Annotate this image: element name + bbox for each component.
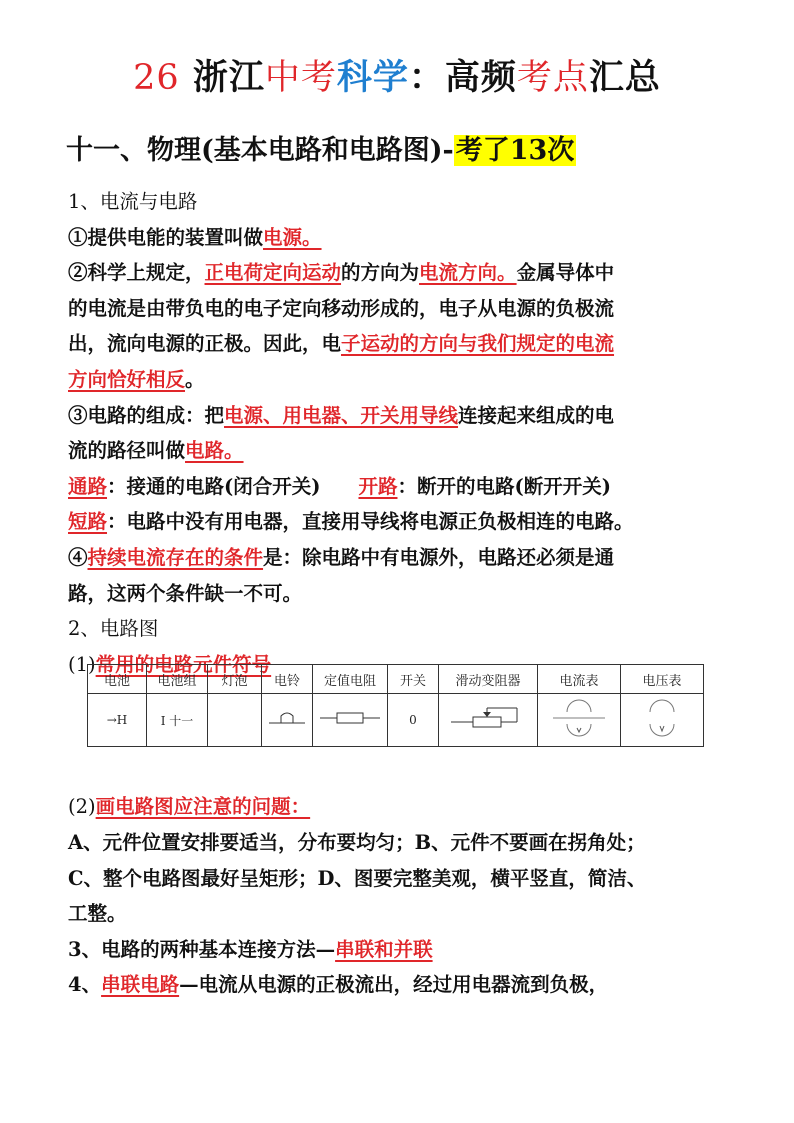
header-resistor: 定值电阻 xyxy=(313,665,388,694)
ammeter-icon xyxy=(549,698,609,738)
header-battery: 电池 xyxy=(88,665,147,694)
bulb-symbol-cell xyxy=(208,694,262,747)
paragraph-circuit-composition: ③电路的组成：把电源、用电器、开关用导线连接起来组成的电 xyxy=(68,403,615,427)
paragraph-current-direction: ②科学上规定，正电荷定向运动的方向为电流方向。金属导体中 xyxy=(68,261,615,285)
resistor-symbol-cell xyxy=(313,694,388,747)
battery-symbol: →H xyxy=(88,694,147,747)
note-c-d: C、整个电路图最好呈矩形；D、图要完整美观，横平竖直，简洁、 xyxy=(68,866,647,890)
heading-series-circuit: 4、串联电路—电流从电源的正极流出，经过用电器流到负极， xyxy=(68,973,609,997)
header-bulb: 灯泡 xyxy=(208,665,262,694)
table-symbol-row xyxy=(88,694,704,747)
bell-symbol-cell xyxy=(262,694,313,747)
content-body: 1、电流与电路 ①提供电能的装置叫做电源。 ②科学上规定，正电荷定向运动的方向为电流方向。金属导体中 的电流是由带负电的电子定向移动形成的，电子从电源的负极流 出，流向电源的正极。因此，电子运动的方向与我们规定的电流 方向恰好相反。 ③电路的组成：把电源、用电器、开关用导线连接起来组成的电 流的路径叫做电路。 通路：接通的电路(闭合开关) 开路：断开的电路(断开开关) 短路：电路中没有用电器，直接用导线将电源正负极相连的电路。 ④持续电流存在的条件是：除电路中有电源外，电路还必须是通 路，这两个条件缺一不可。 2、电路图 (1)常用的电路元件符号 (2)画电路图应注意的问题： A、元件位置安排要适当，分布要均匀；B、元件不要画在拐角处； C、整个电路图最好呈矩形；D、图要完整美观，横平竖直，简洁、 工整。 3、电路的两种基本连接方法—串联和并联 4、串联电路—电流从电源的正极流出，经过用电器流到负极， xyxy=(68,184,738,1003)
switch-symbol: 0 xyxy=(388,694,439,747)
subheading-diagram-notes: (2)画电路图应注意的问题： xyxy=(68,795,311,819)
paragraph-continuous-current: ④持续电流存在的条件是：除电路中有电源外，电路还必须是通 xyxy=(68,545,615,569)
paragraph-short-circuit: 短路：电路中没有用电器，直接用导线将电源正负极相连的电路。 xyxy=(68,510,634,534)
heading-circuit-diagram: 2、电路图 xyxy=(68,617,159,641)
resistor-icon xyxy=(317,706,383,730)
section-heading: 十一、物理(基本电路和电路图)-考了13次 xyxy=(66,135,575,166)
paragraph-power-source: ①提供电能的装置叫做电源。 xyxy=(68,225,322,249)
header-rheostat: 滑动变阻器 xyxy=(439,665,538,694)
header-bell: 电铃 xyxy=(262,665,313,694)
heading-connection-methods: 3、电路的两种基本连接方法—串联和并联 xyxy=(68,937,433,961)
voltmeter-icon xyxy=(632,698,692,738)
subheading-symbols: (1)常用的电路元件符号 xyxy=(68,652,272,676)
battery-group-symbol: I 十一 xyxy=(147,694,208,747)
ammeter-symbol-cell xyxy=(538,694,621,747)
note-a-b: A、元件位置安排要适当，分布要均匀；B、元件不要画在拐角处； xyxy=(68,830,646,854)
title-number: 26 xyxy=(133,58,180,98)
rheostat-icon xyxy=(445,702,531,734)
header-switch: 开关 xyxy=(388,665,439,694)
voltmeter-symbol-cell xyxy=(621,694,704,747)
circuit-symbol-table xyxy=(87,664,704,747)
exam-count-highlight: 考了13次 xyxy=(455,135,575,166)
heading-current-and-circuit: 1、电流与电路 xyxy=(68,190,198,213)
table-header-row xyxy=(88,665,704,694)
paragraph-closed-open-circuit: 通路：接通的电路(闭合开关) 开路：断开的电路(断开开关) xyxy=(68,474,611,498)
header-voltmeter: 电压表 xyxy=(621,665,704,694)
header-ammeter: 电流表 xyxy=(538,665,621,694)
bell-icon xyxy=(267,706,307,730)
page-title: 26 浙江中考科学：高频考点汇总 xyxy=(133,57,661,98)
header-battery-group: 电池组 xyxy=(147,665,208,694)
rheostat-symbol-cell xyxy=(439,694,538,747)
